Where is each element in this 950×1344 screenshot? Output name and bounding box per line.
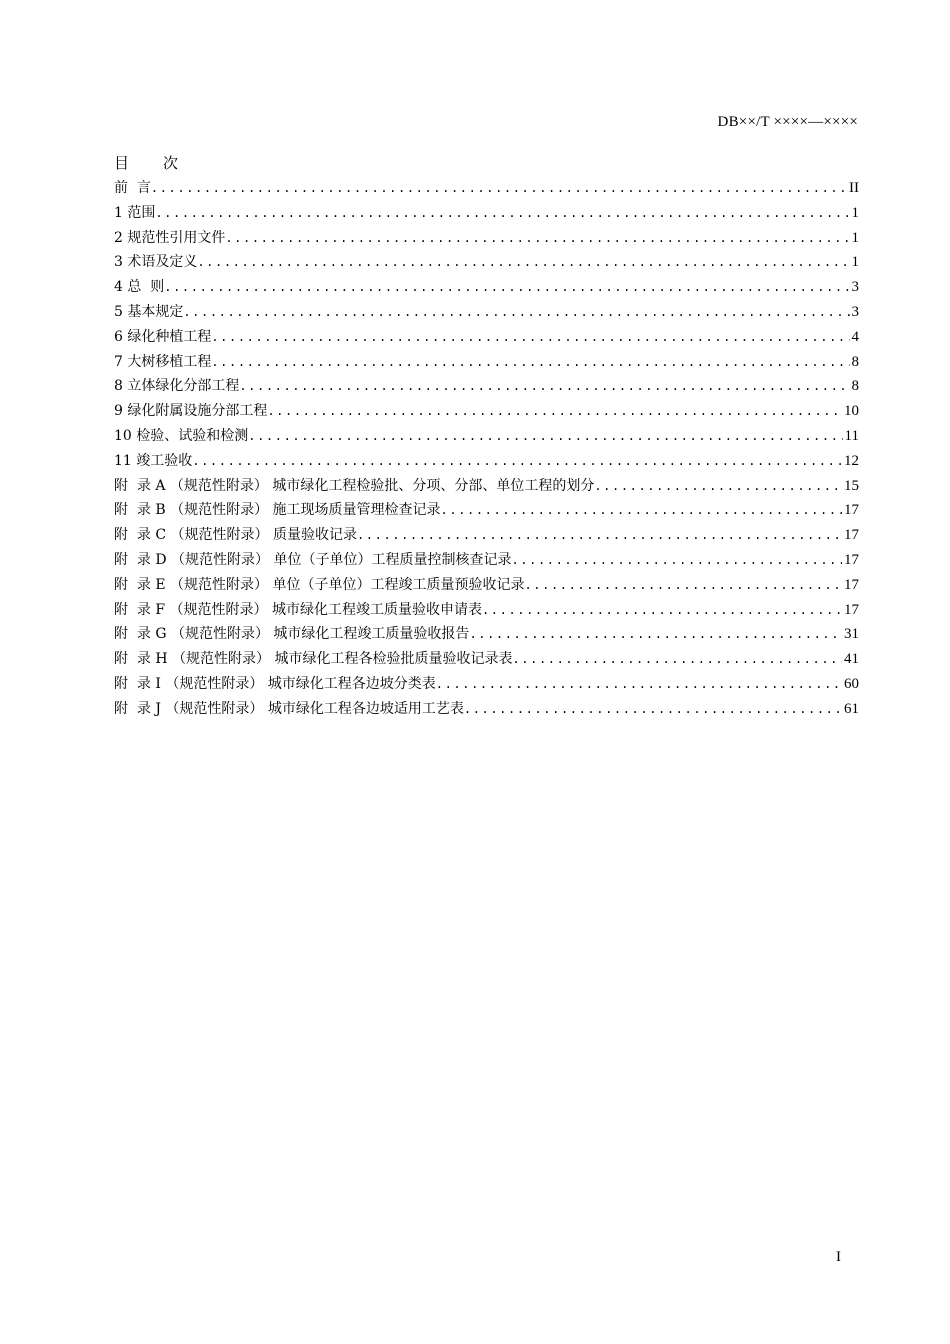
- toc-dot-leader: [211, 330, 849, 344]
- toc-entry-page: 17: [844, 527, 859, 544]
- toc-entry-page: 3: [851, 303, 859, 320]
- toc-entry-appendix-h[interactable]: [114, 648, 859, 673]
- toc-entry-label: 1 范围: [114, 204, 156, 221]
- toc-entry-page: 11: [844, 427, 859, 444]
- toc-dot-leader: [239, 379, 849, 393]
- toc-entry-appendix-d[interactable]: [114, 549, 859, 574]
- toc-entry-page: II: [849, 180, 859, 196]
- toc-dot-leader: [482, 603, 842, 617]
- toc-entry-page: 61: [844, 700, 859, 717]
- toc-entry-label: 前 言: [114, 180, 151, 196]
- toc-dot-leader: [267, 404, 842, 418]
- toc-entry-page: 8: [851, 353, 859, 370]
- toc-dot-leader: [441, 503, 842, 517]
- toc-dot-leader: [436, 677, 842, 691]
- toc-entry-appendix-b[interactable]: [114, 499, 859, 524]
- toc-entry-scope[interactable]: [114, 202, 859, 227]
- toc-dot-leader: [192, 454, 842, 468]
- toc-entry-terms[interactable]: [114, 251, 859, 276]
- toc-entry-facilities[interactable]: [114, 400, 859, 425]
- toc-entry-tree-transplant[interactable]: [114, 351, 859, 376]
- toc-entry-label: 5 基本规定: [114, 303, 184, 320]
- toc-entry-appendix-j[interactable]: [114, 698, 859, 723]
- toc-entry-label: 附 录 A （规范性附录） 城市绿化工程检验批、分项、分部、单位工程的划分: [114, 477, 595, 494]
- toc-entry-page: 1: [851, 204, 859, 221]
- toc-title-char-2: 次: [163, 154, 179, 172]
- toc-entry-page: 1: [851, 254, 859, 271]
- toc-entry-appendix-e[interactable]: [114, 574, 859, 599]
- toc-entry-label: 3 术语及定义: [114, 254, 198, 271]
- toc-entry-acceptance[interactable]: [114, 450, 859, 475]
- toc-entry-page: 17: [844, 576, 859, 593]
- toc-title-char-1: 目: [114, 154, 130, 172]
- toc-entry-testing[interactable]: [114, 425, 859, 450]
- toc-entry-label: 附 录 H （规范性附录） 城市绿化工程各检验批质量验收记录表: [114, 651, 513, 668]
- toc-entry-appendix-a[interactable]: [114, 475, 859, 500]
- table-of-contents: [114, 177, 859, 723]
- toc-entry-page: 17: [844, 601, 859, 618]
- toc-entry-planting[interactable]: [114, 326, 859, 351]
- toc-entry-page: 8: [851, 378, 859, 395]
- toc-entry-foreword[interactable]: [114, 177, 859, 202]
- toc-dot-leader: [511, 553, 842, 567]
- toc-entry-label: 8 立体绿化分部工程: [114, 378, 240, 395]
- toc-dot-leader: [164, 280, 849, 294]
- toc-dot-leader: [155, 206, 849, 220]
- toc-entry-label: 附 录 J （规范性附录） 城市绿化工程各边坡适用工艺表: [114, 700, 464, 717]
- toc-dot-leader: [512, 652, 842, 666]
- toc-entry-label: 11 竣工验收: [114, 452, 193, 469]
- toc-dot-leader: [225, 231, 849, 245]
- toc-entry-general[interactable]: [114, 276, 859, 301]
- toc-entry-page: 41: [844, 651, 859, 668]
- toc-entry-label: 附 录 F （规范性附录） 城市绿化工程竣工质量验收申请表: [114, 601, 482, 618]
- toc-entry-vertical-greening[interactable]: [114, 375, 859, 400]
- toc-entry-label: 9 绿化附属设施分部工程: [114, 403, 268, 420]
- toc-dot-leader: [211, 355, 849, 369]
- toc-entry-label: 6 绿化种植工程: [114, 328, 212, 345]
- page-number: I: [836, 1249, 841, 1265]
- toc-entry-label: 2 规范性引用文件: [114, 229, 226, 246]
- toc-dot-leader: [183, 305, 849, 319]
- toc-entry-page: 1: [851, 229, 859, 246]
- toc-entry-page: 31: [844, 626, 859, 643]
- toc-entry-appendix-g[interactable]: [114, 623, 859, 648]
- toc-entry-normative-references[interactable]: [114, 227, 859, 252]
- toc-dot-leader: [197, 255, 849, 269]
- toc-entry-label: 附 录 I （规范性附录） 城市绿化工程各边坡分类表: [114, 675, 436, 692]
- toc-entry-label: 附 录 G （规范性附录） 城市绿化工程竣工质量验收报告: [114, 626, 470, 643]
- toc-entry-label: 附 录 C （规范性附录） 质量验收记录: [114, 527, 357, 544]
- toc-dot-leader: [594, 479, 842, 493]
- toc-entry-basic-rules[interactable]: [114, 301, 859, 326]
- toc-dot-leader: [464, 702, 842, 716]
- toc-dot-leader: [524, 578, 842, 592]
- toc-entry-page: 60: [844, 675, 859, 692]
- toc-entry-label: 7 大树移植工程: [114, 353, 212, 370]
- toc-entry-page: 12: [844, 452, 859, 469]
- toc-dot-leader: [151, 181, 847, 195]
- toc-entry-label: 附 录 E （规范性附录） 单位（子单位）工程竣工质量预验收记录: [114, 576, 525, 593]
- toc-entry-page: 17: [844, 502, 859, 519]
- toc-dot-leader: [357, 528, 842, 542]
- toc-entry-page: 10: [844, 403, 859, 420]
- toc-entry-page: 4: [851, 328, 859, 345]
- toc-entry-appendix-c[interactable]: [114, 524, 859, 549]
- toc-entry-label: 10 检验、试验和检测: [114, 427, 249, 444]
- toc-entry-page: 3: [851, 279, 859, 296]
- toc-entry-label: 附 录 B （规范性附录） 施工现场质量管理检查记录: [114, 502, 441, 519]
- toc-entry-appendix-f[interactable]: [114, 599, 859, 624]
- toc-entry-page: 17: [844, 551, 859, 568]
- toc-entry-appendix-i[interactable]: [114, 673, 859, 698]
- toc-entry-label: 4 总 则: [114, 279, 165, 296]
- standard-code-header: DB××/T ××××—××××: [717, 114, 858, 130]
- toc-dot-leader: [469, 627, 842, 641]
- toc-title: [114, 152, 178, 173]
- toc-dot-leader: [248, 429, 842, 443]
- toc-entry-label: 附 录 D （规范性附录） 单位（子单位）工程质量控制核查记录: [114, 551, 512, 568]
- toc-entry-page: 15: [844, 477, 859, 494]
